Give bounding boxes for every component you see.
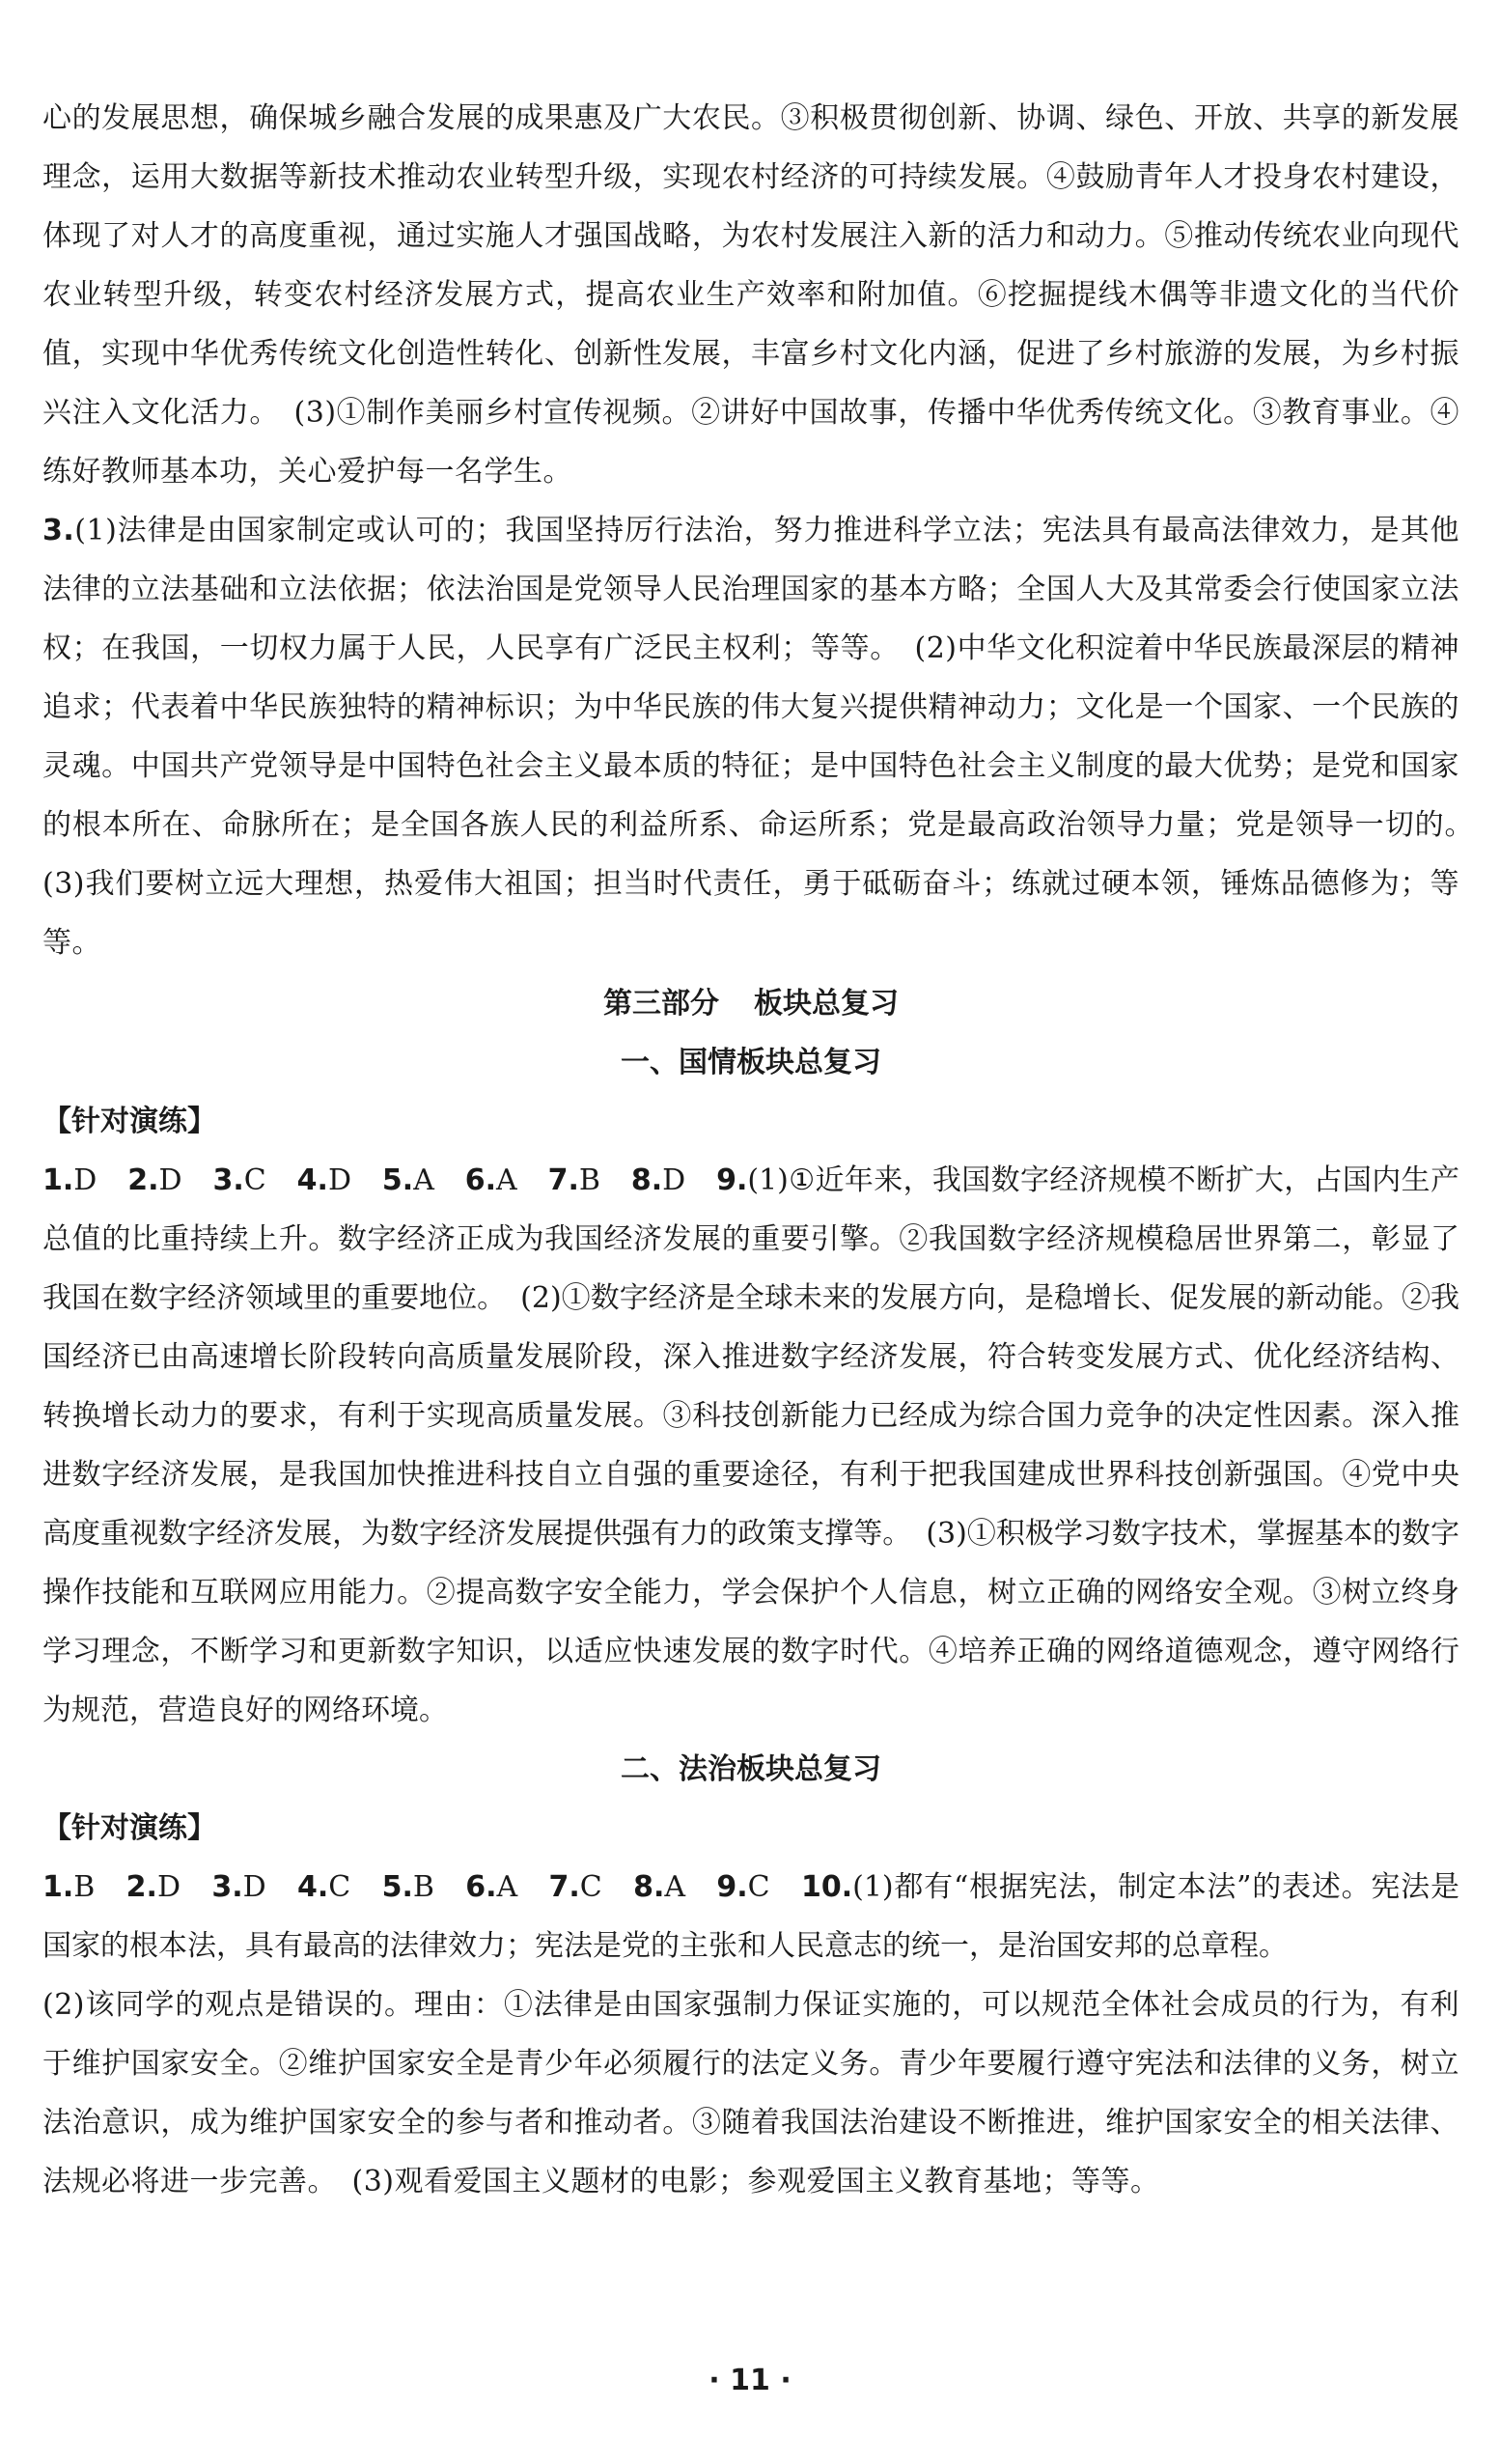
- question-9-text: (1)①近年来，我国数字经济规模不断扩大，占国内生产总值的比重持续上升。数字经济正成为我国经济发展的重要引擎。②我国数字经济规模稳居世界第二，彰显了我国在数字经济领域里的重要地位。 (2)①数字经济是全球未来的发展方向，是稳增长、促发展的新动能。②我国经济已由高速增长阶段转向高质量发展阶段，深入推进数字经济发展，符合转变发展方式、优化经济结构、转换增长动力的要求，有利于实现高质量发展。③科技创新能力已经成为综合国力竞争的决定性因素。深入推进数字经济发展，是我国加快推进科技自立自强的重要途径，有利于把我国建成世界科技创新强国。④党中央高度重视数字经济发展，为数字经济发展提供强有力的政策支撑等。 (3)①积极学习数字技术，掌握基本的数字操作技能和互联网应用能力。②提高数字安全能力，学会保护个人信息，树立正确的网络安全观。③树立终身学习理念，不断学习和更新数字知识，以适应快速发展的数字时代。④培养正确的网络道德观念，遵守网络行为规范，营造良好的网络环境。: [42, 1163, 1460, 1727]
- answer-item: 8.A: [633, 1870, 686, 1904]
- answer-item: 3.D: [211, 1870, 266, 1904]
- answer-item: 2.D: [127, 1163, 182, 1197]
- question-3-text: (1)法律是由国家制定或认可的；我国坚持厉行法治，努力推进科学立法；宪法具有最高法律效力，是其他法律的立法基础和立法依据；依法治国是党领导人民治理国家的基本方略；全国人大及其常委会行使国家立法权；在我国，一切权力属于人民，人民享有广泛民主权利；等等。 (2)中华文化积淀着中华民族最深层的精神追求；代表着中华民族独特的精神标识；为中华民族的伟大复兴提供精神动力；文化是一个国家、一个民族的灵魂。中国共产党领导是中国特色社会主义最本质的特征；是中国特色社会主义制度的最大优势；是党和国家的根本所在、命脉所在；是全国各族人民的利益所系、命运所系；党是最高政治领导力量；党是领导一切的。 (3)我们要树立远大理想，热爱伟大祖国；担当时代责任，勇于砥砺奋斗；练就过硬本领，锤炼品德修为；等等。: [42, 514, 1489, 960]
- section-1-title: 一、国情板块总复习: [621, 1046, 881, 1079]
- question-3-answer: [42, 501, 1489, 972]
- section-1-exercise-label: 【针对演练】: [42, 1105, 216, 1138]
- section-2-title: 二、法治板块总复习: [621, 1752, 881, 1786]
- question-3-number: 3.: [42, 514, 75, 547]
- answer-item: 4.C: [297, 1870, 351, 1904]
- question-9-number: 9.: [716, 1163, 748, 1197]
- answer-item: 7.B: [547, 1163, 600, 1197]
- answer-item: 5.A: [381, 1163, 434, 1197]
- answer-item: 4.D: [296, 1163, 351, 1197]
- part-name: 板块总复习: [754, 987, 899, 1021]
- answer-item: 8.D: [630, 1163, 686, 1197]
- page-content: [42, 101, 1489, 2211]
- question-10-number: 10.: [800, 1870, 853, 1904]
- answer-item: 1.B: [42, 1870, 96, 1904]
- answer-item: 3.C: [212, 1163, 266, 1197]
- question-10-part-2: (2)该同学的观点是错误的。理由：①法律是由国家强制力保证实施的，可以规范全体社会成员的行为，有利于维护国家安全。②维护国家安全是青少年必须履行的法定义务。青少年要履行遵守宪法和法律的义务，树立法治意识，成为维护国家安全的参与者和推动者。③随着我国法治建设不断推进，维护国家安全的相关法律、法规必将进一步完善。 (3)观看爱国主义题材的电影；参观爱国主义教育基地；等等。: [42, 1988, 1459, 2198]
- answer-item: 6.A: [464, 1163, 517, 1197]
- part-label: 第三部分: [603, 987, 719, 1021]
- answer-item: 2.D: [125, 1870, 181, 1904]
- intro-paragraph: 心的发展思想，确保城乡融合发展的成果惠及广大农民。③积极贯彻创新、协调、绿色、开放、共享的新发展理念，运用大数据等新技术推动农业转型升级，实现农村经济的可持续发展。④鼓励青年人才投身农村建设，体现了对人才的高度重视，通过实施人才强国战略，为农村发展注入新的活力和动力。⑤推动传统农业向现代农业转型升级，转变农村经济发展方式，提高农业生产效率和附加值。⑥挖掘提线木偶等非遗文化的当代价值，实现中华优秀传统文化创造性转化、创新性发展，丰富乡村文化内涵，促进了乡村旅游的发展，为乡村振兴注入文化活力。 (3)①制作美丽乡村宣传视频。②讲好中国故事，传播中华优秀传统文化。③教育事业。④练好教师基本功，关心爱护每一名学生。: [42, 101, 1459, 489]
- section-1-answers: [42, 1151, 1459, 1740]
- answer-item: 1.D: [42, 1163, 97, 1197]
- page-number: · 11 ·: [708, 2364, 792, 2397]
- question-10-part-1: (1)都有“根据宪法，制定本法”的表述。宪法是国家的根本法，具有最高的法律效力；宪法是党的主张和人民意志的统一，是治国安邦的总章程。: [42, 1870, 1459, 1963]
- answer-item: 6.A: [465, 1870, 518, 1904]
- section-2-exercise-label: 【针对演练】: [42, 1811, 216, 1845]
- section-2-answers: [42, 1858, 1459, 1975]
- answer-item: 9.C: [716, 1870, 770, 1904]
- answer-item: 7.C: [548, 1870, 602, 1904]
- part-title: [42, 974, 1459, 1033]
- answer-item: 5.B: [381, 1870, 434, 1904]
